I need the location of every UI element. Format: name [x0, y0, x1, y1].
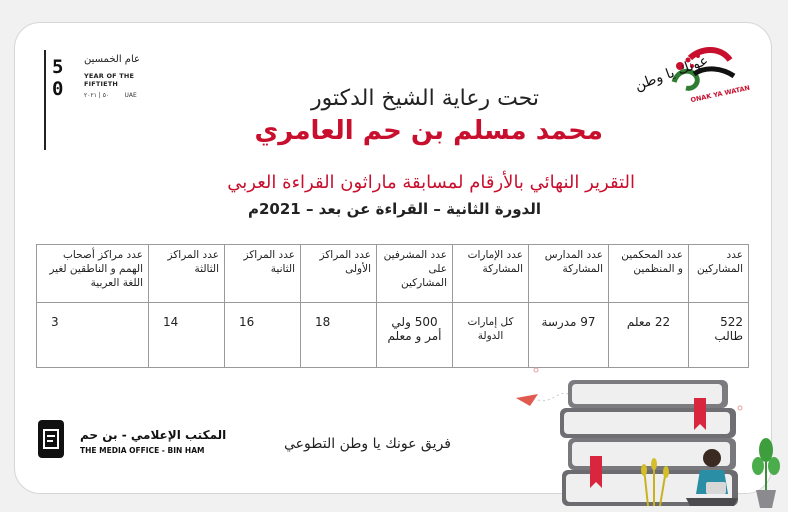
- volunteer-team-label: فريق عونك يا وطن التطوعي: [284, 436, 451, 452]
- header-third-places: عدد المراكز الثالثة: [149, 245, 225, 303]
- badge-english: YEAR OF THE FIFTIETH: [84, 72, 135, 88]
- badge-number: 5 0: [52, 56, 64, 100]
- cell-emirates: كل إمارات الدولة: [453, 303, 529, 368]
- badge-divider: [44, 50, 46, 150]
- books-illustration: [508, 360, 788, 512]
- cell-judges: 22 معلم: [609, 303, 689, 368]
- edition-subtitle: الدورة الثانية – القراءة عن بعد – 2021م: [247, 200, 541, 218]
- header-schools: عدد المدارس المشاركة: [529, 245, 609, 303]
- header-supervisors: عدد المشرفين على المشاركين: [377, 245, 453, 303]
- cell-second-places: 16: [225, 303, 301, 368]
- header-judges: عدد المحكمين و المنظمين: [609, 245, 689, 303]
- media-office-english: THE MEDIA OFFICE - BIN HAM: [80, 446, 205, 455]
- year-of-fiftieth-badge: [44, 50, 164, 155]
- table-row: [37, 303, 749, 368]
- header-first-places: عدد المراكز الأولى: [301, 245, 377, 303]
- media-office-icon: [38, 420, 64, 458]
- cell-participants: 522 طالب: [689, 303, 749, 368]
- patronage-heading: تحت رعاية الشيخ الدكتور: [310, 86, 539, 111]
- statistics-table: [36, 244, 749, 368]
- report-title: التقرير النهائي بالأرقام لمسابقة ماراثون القراءة العربي: [227, 172, 635, 193]
- logo-english: ONAK YA WATAN: [689, 83, 751, 105]
- cell-third-places: 14: [149, 303, 225, 368]
- header-second-places: عدد المراكز الثانية: [225, 245, 301, 303]
- header-special-needs: عدد مراكز أصحاب الهمم و الناطقين لغير اللغة العربية: [37, 245, 149, 303]
- paper-plane-icon: [516, 394, 538, 406]
- media-office-arabic: المكتب الإعلامي - بن حم: [80, 428, 227, 442]
- header-participants: عدد المشاركين: [689, 245, 749, 303]
- media-office-logo: [38, 420, 227, 460]
- badge-arabic: عام الخمسين: [84, 54, 140, 65]
- badge-small: ٥٠ | ٢٠٢١ UAE: [84, 92, 137, 99]
- onak-ya-watan-logo: [632, 30, 754, 105]
- potted-plant-icon: [752, 438, 780, 508]
- svg-text:عونك يا وطن: عونك يا وطن: [632, 52, 711, 94]
- cell-first-places: 18: [301, 303, 377, 368]
- header-emirates: عدد الإمارات المشاركة: [453, 245, 529, 303]
- table-header-row: [37, 245, 749, 303]
- sheikh-name: محمد مسلم بن حم العامري: [254, 116, 603, 146]
- cell-supervisors: 500 ولي أمر و معلم: [377, 303, 453, 368]
- cell-schools: 97 مدرسة: [529, 303, 609, 368]
- cell-special-needs: 3: [37, 303, 149, 368]
